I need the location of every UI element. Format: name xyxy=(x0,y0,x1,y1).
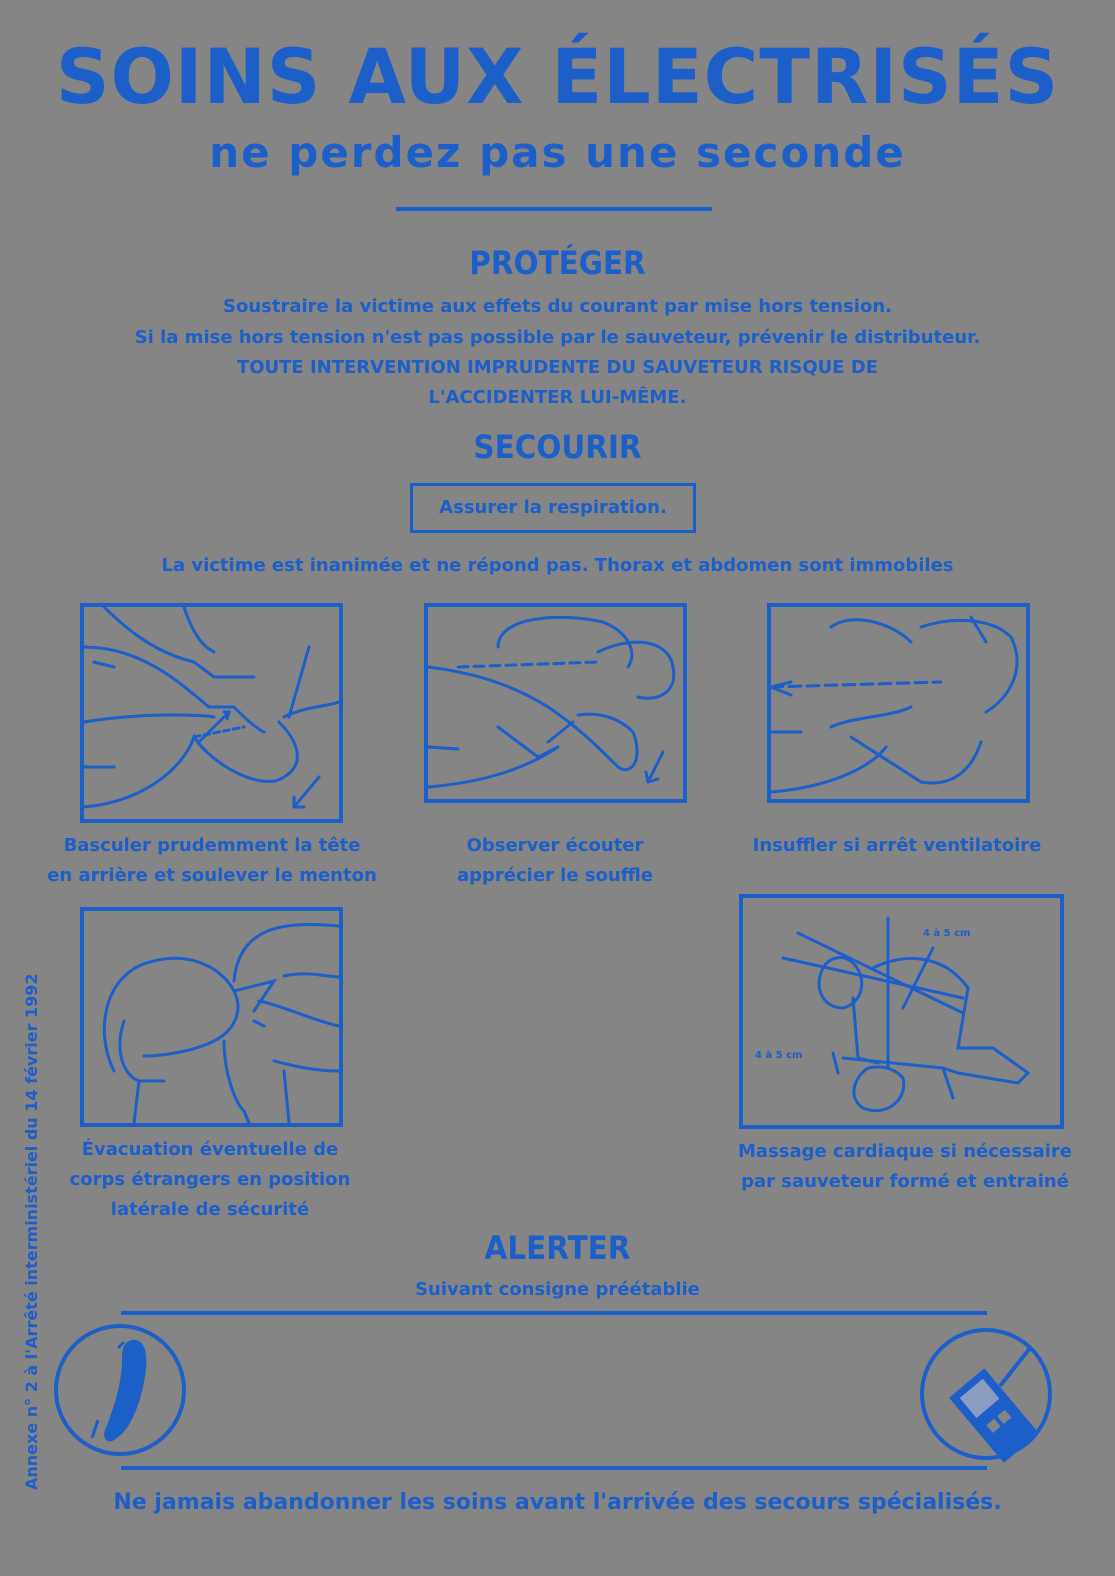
section-title-alerter: ALERTER xyxy=(484,1229,631,1267)
final-notice: Ne jamais abandonner les soins avant l'arrivée des secours spécialisés. xyxy=(113,1490,1002,1515)
no-mobile-phone-icon xyxy=(918,1326,1054,1462)
step-caption-3 xyxy=(732,831,1062,861)
head-tilt-chin-lift-illustration xyxy=(80,603,343,823)
step-caption-5 xyxy=(700,1137,1110,1197)
check-breathing-illustration xyxy=(424,603,687,803)
section-title-secourir: SECOURIR xyxy=(473,428,642,466)
step-caption-1 xyxy=(22,831,402,891)
respiration-box: Assurer la respiration. xyxy=(410,483,696,533)
step-caption-4 xyxy=(40,1135,380,1225)
caption-line: latérale de sécurité xyxy=(110,1199,310,1220)
proteger-line-1: Soustraire la victime aux effets du courant par mise hors tension. xyxy=(223,296,892,317)
caption-line: Insuffler si arrêt ventilatoire xyxy=(752,835,1042,856)
proteger-line-2: Si la mise hors tension n'est pas possible par le sauveteur, prévenir le distributeur. xyxy=(134,327,981,348)
rescue-breath-illustration xyxy=(767,603,1030,803)
section-title-proteger: PROTÉGER xyxy=(469,244,646,282)
caption-line: Massage cardiaque si nécessaire xyxy=(738,1141,1072,1162)
title-divider xyxy=(396,207,712,211)
recovery-position-illustration xyxy=(80,907,343,1127)
proteger-warning-line-2: L'ACCIDENTER LUI-MÊME. xyxy=(428,387,687,408)
caption-line: par sauveteur formé et entrainé xyxy=(741,1171,1069,1192)
depth-annotation-top: 4 à 5 cm xyxy=(923,928,971,939)
legal-reference-note: Annexe n° 2 à l'Arrêté interministériel du 14 février 1992 xyxy=(22,973,41,1490)
alerter-subtitle: Suivant consigne préétablie xyxy=(415,1279,700,1300)
caption-line: Basculer prudemment la tête xyxy=(63,835,361,856)
alerter-bottom-rule xyxy=(121,1466,987,1470)
caption-line: en arrière et soulever le menton xyxy=(47,865,377,886)
caption-line: corps étrangers en position xyxy=(69,1169,351,1190)
step-caption-2 xyxy=(410,831,700,891)
alerter-top-rule xyxy=(121,1311,987,1315)
cardiac-massage-illustration xyxy=(739,894,1064,1129)
poster-title: SOINS AUX ÉLECTRISÉS xyxy=(55,32,1060,121)
telephone-icon xyxy=(52,1322,188,1458)
secourir-intro: La victime est inanimée et ne répond pas. Thorax et abdomen sont immobiles xyxy=(161,555,954,576)
caption-line: apprécier le souffle xyxy=(456,865,654,886)
poster-subtitle: ne perdez pas une seconde xyxy=(209,128,906,177)
caption-line: Évacuation éventuelle de xyxy=(81,1139,339,1160)
depth-annotation-left: 4 à 5 cm xyxy=(755,1050,803,1061)
proteger-warning-line-1: TOUTE INTERVENTION IMPRUDENTE DU SAUVETEUR RISQUE DE xyxy=(236,357,879,378)
caption-line: Observer écouter xyxy=(466,835,644,856)
